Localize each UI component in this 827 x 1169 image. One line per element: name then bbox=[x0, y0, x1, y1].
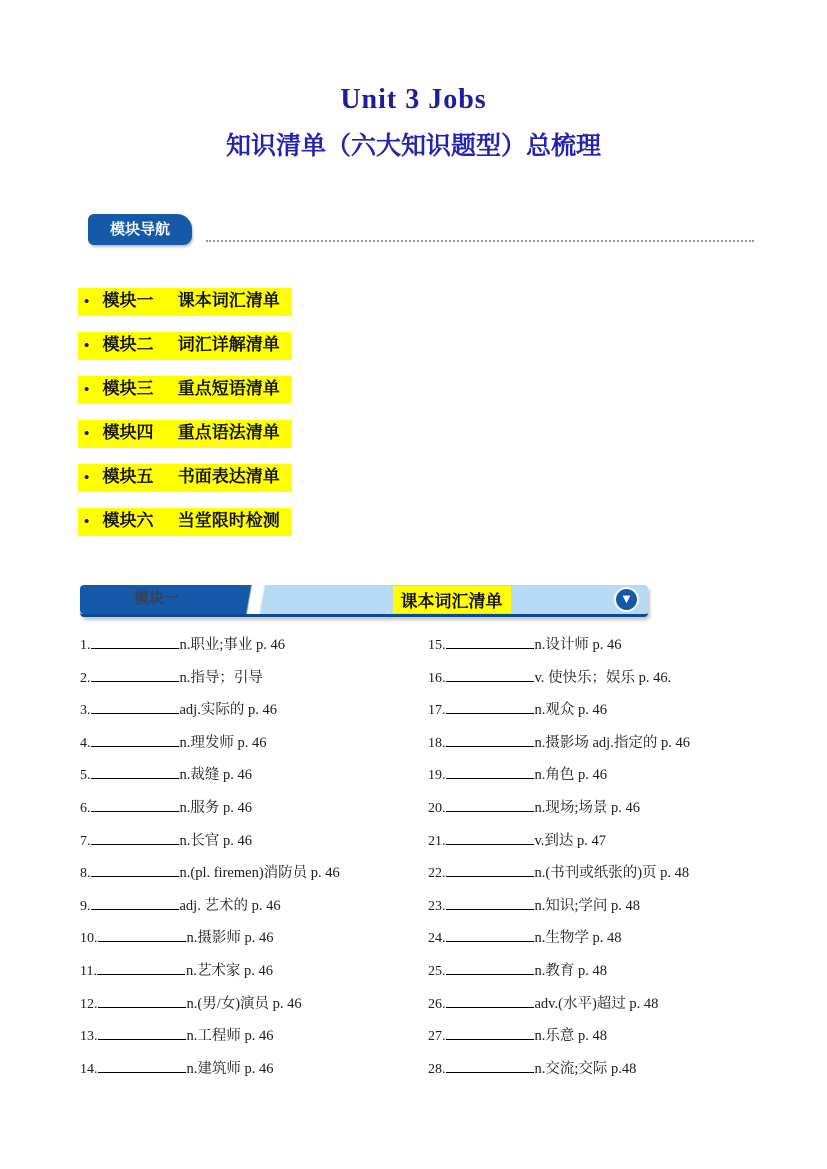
vocab-item bbox=[428, 759, 780, 792]
answer-blank bbox=[446, 764, 534, 780]
vocab-text: n.教育 p. 48 bbox=[534, 962, 607, 979]
vocab-number: 1. bbox=[80, 638, 91, 653]
answer-blank bbox=[91, 894, 179, 910]
chevron-down-circle-icon[interactable]: ▼ bbox=[616, 589, 637, 610]
bullet-icon: • bbox=[84, 382, 90, 398]
module-name: 模块二 bbox=[102, 335, 154, 354]
vocab-item bbox=[80, 857, 428, 890]
vocab-number: 6. bbox=[80, 800, 91, 816]
module-nav-list bbox=[78, 288, 292, 536]
vocab-number: 5. bbox=[80, 768, 91, 784]
vocab-number: 16. bbox=[428, 670, 446, 686]
module-nav-badge: 模块导航 bbox=[88, 214, 192, 245]
vocab-item bbox=[428, 955, 780, 988]
vocab-text: n.裁缝 p. 46 bbox=[179, 767, 252, 784]
module-nav-item bbox=[78, 464, 292, 492]
vocab-number: 13. bbox=[80, 1029, 98, 1045]
vocab-text: n.摄影场 adj.指定的 p. 46 bbox=[534, 734, 690, 751]
vocab-item bbox=[428, 825, 780, 858]
vocab-number: 21. bbox=[428, 833, 446, 849]
vocab-text: n.建筑师 p. 46 bbox=[186, 1060, 274, 1077]
vocab-text: v.到达 p. 47 bbox=[534, 832, 607, 849]
section-tab: 模块一 bbox=[80, 585, 295, 614]
vocab-text: v. 使快乐；娱乐 p. 46. bbox=[534, 669, 672, 686]
vocab-text: adj. 艺术的 p. 46 bbox=[179, 897, 281, 914]
page-subtitle: 知识清单（六大知识题型）总梳理 bbox=[225, 133, 601, 160]
bullet-icon: • bbox=[84, 514, 90, 530]
vocab-item bbox=[80, 629, 428, 662]
vocab-number: 27. bbox=[428, 1029, 446, 1045]
vocab-text: n.服务 p. 46 bbox=[179, 799, 252, 816]
vocab-text: n.观众 p. 46 bbox=[534, 702, 607, 719]
vocab-number: 9. bbox=[80, 898, 91, 914]
vocab-item bbox=[80, 922, 428, 955]
vocab-item bbox=[428, 890, 780, 923]
module-name: 模块一 bbox=[102, 291, 154, 310]
vocab-number: 11. bbox=[80, 963, 97, 979]
vocab-text: n.艺术家 p. 46 bbox=[185, 962, 273, 979]
vocab-column-right bbox=[428, 629, 780, 1085]
answer-blank bbox=[446, 894, 534, 910]
module-name: 模块五 bbox=[102, 467, 154, 486]
vocab-number: 4. bbox=[80, 735, 91, 751]
answer-blank bbox=[446, 862, 534, 878]
answer-blank bbox=[91, 731, 179, 747]
answer-blank bbox=[446, 666, 534, 682]
vocab-item bbox=[80, 955, 428, 988]
vocab-number: 10. bbox=[80, 931, 98, 947]
answer-blank bbox=[446, 927, 534, 943]
vocab-text: n.职业;事业 p. 46 bbox=[179, 637, 286, 653]
page-title: Unit 3 Jobs bbox=[340, 84, 487, 115]
vocab-item bbox=[80, 694, 428, 727]
module-desc: 词汇详解清单 bbox=[177, 335, 280, 354]
vocab-list bbox=[80, 629, 780, 1085]
vocab-text: n.摄影师 p. 46 bbox=[186, 930, 274, 947]
answer-blank bbox=[98, 1057, 186, 1073]
vocab-item bbox=[80, 662, 428, 695]
dashed-divider bbox=[206, 240, 754, 242]
answer-blank bbox=[98, 992, 186, 1008]
answer-blank bbox=[446, 731, 534, 747]
vocab-item bbox=[428, 727, 780, 760]
section-title-wrap bbox=[310, 585, 593, 614]
module-desc: 书面表达清单 bbox=[177, 467, 280, 486]
vocab-text: n.角色 p. 46 bbox=[534, 767, 607, 784]
vocab-item bbox=[428, 988, 780, 1021]
vocab-number: 20. bbox=[428, 800, 446, 816]
vocab-number: 3. bbox=[80, 703, 91, 719]
vocab-text: n.(书刊或纸张的)页 p. 48 bbox=[534, 865, 690, 882]
vocab-text: adv.(水平)超过 p. 48 bbox=[534, 995, 659, 1012]
vocab-number: 17. bbox=[428, 703, 446, 719]
vocab-column-left bbox=[80, 629, 428, 1085]
module-name: 模块三 bbox=[102, 379, 154, 398]
answer-blank bbox=[98, 1025, 186, 1041]
answer-blank bbox=[91, 796, 179, 812]
vocab-number: 12. bbox=[80, 996, 98, 1012]
module-nav-item bbox=[78, 332, 292, 360]
module-name: 模块六 bbox=[102, 511, 154, 530]
vocab-text: n.(pl. firemen)消防员 p. 46 bbox=[179, 865, 340, 882]
vocab-text: n.生物学 p. 48 bbox=[534, 930, 622, 947]
answer-blank bbox=[91, 666, 179, 682]
answer-blank bbox=[446, 796, 534, 812]
vocab-number: 18. bbox=[428, 735, 446, 751]
vocab-number: 19. bbox=[428, 768, 446, 784]
vocab-number: 15. bbox=[428, 638, 446, 653]
vocab-text: n.长官 p. 46 bbox=[179, 832, 252, 849]
bullet-icon: • bbox=[84, 294, 90, 310]
vocab-item bbox=[80, 759, 428, 792]
vocab-text: n.(男/女)演员 p. 46 bbox=[186, 995, 302, 1012]
module-name: 模块四 bbox=[102, 423, 154, 442]
vocab-number: 22. bbox=[428, 866, 446, 882]
answer-blank bbox=[91, 699, 179, 715]
vocab-text: n.理发师 p. 46 bbox=[179, 734, 267, 751]
vocab-item bbox=[428, 857, 780, 890]
module-nav-item bbox=[78, 376, 292, 404]
vocab-item bbox=[80, 792, 428, 825]
answer-blank bbox=[446, 1057, 534, 1073]
vocab-item bbox=[428, 1053, 780, 1086]
vocab-item bbox=[80, 890, 428, 923]
vocab-item bbox=[428, 922, 780, 955]
section-title: 课本词汇清单 bbox=[393, 586, 511, 613]
module-nav-item bbox=[78, 508, 292, 536]
answer-blank bbox=[98, 927, 186, 943]
vocab-text: n.现场;场景 p. 46 bbox=[534, 799, 641, 816]
answer-blank bbox=[446, 634, 534, 650]
vocab-number: 2. bbox=[80, 670, 91, 686]
bullet-icon: • bbox=[84, 470, 90, 486]
vocab-text: n.交流;交际 p.48 bbox=[534, 1060, 637, 1077]
vocab-number: 23. bbox=[428, 898, 446, 914]
module-desc: 课本词汇清单 bbox=[177, 291, 280, 310]
vocab-text: n.指导；引导 bbox=[179, 669, 263, 686]
vocab-text: n.乐意 p. 48 bbox=[534, 1028, 607, 1045]
answer-blank bbox=[446, 829, 534, 845]
bullet-icon: • bbox=[84, 426, 90, 442]
answer-blank bbox=[446, 699, 534, 715]
vocab-item bbox=[428, 629, 780, 662]
vocab-item bbox=[428, 694, 780, 727]
vocab-item bbox=[428, 662, 780, 695]
vocab-item bbox=[80, 988, 428, 1021]
answer-blank bbox=[97, 959, 185, 975]
vocab-text: n.设计师 p. 46 bbox=[534, 637, 622, 653]
vocab-item bbox=[428, 792, 780, 825]
module-desc: 重点语法清单 bbox=[177, 423, 280, 442]
section-header-bar bbox=[80, 585, 648, 617]
vocab-number: 25. bbox=[428, 963, 446, 979]
vocab-item bbox=[80, 1053, 428, 1086]
answer-blank bbox=[91, 829, 179, 845]
vocab-number: 7. bbox=[80, 833, 91, 849]
answer-blank bbox=[91, 634, 179, 650]
answer-blank bbox=[446, 959, 534, 975]
vocab-number: 14. bbox=[80, 1061, 98, 1077]
module-desc: 重点短语清单 bbox=[177, 379, 280, 398]
vocab-number: 24. bbox=[428, 931, 446, 947]
bullet-icon: • bbox=[84, 338, 90, 354]
vocab-item bbox=[80, 825, 428, 858]
module-desc: 当堂限时检测 bbox=[177, 511, 280, 530]
answer-blank bbox=[91, 764, 179, 780]
answer-blank bbox=[446, 992, 534, 1008]
vocab-item bbox=[80, 727, 428, 760]
vocab-item bbox=[80, 1020, 428, 1053]
answer-blank bbox=[91, 862, 179, 878]
vocab-item bbox=[428, 1020, 780, 1053]
vocab-number: 8. bbox=[80, 866, 91, 882]
vocab-number: 28. bbox=[428, 1061, 446, 1077]
answer-blank bbox=[446, 1025, 534, 1041]
vocab-number: 26. bbox=[428, 996, 446, 1012]
module-nav-item bbox=[78, 420, 292, 448]
vocab-text: adj.实际的 p. 46 bbox=[179, 702, 277, 719]
vocab-text: n.知识;学问 p. 48 bbox=[534, 897, 641, 914]
vocab-text: n.工程师 p. 46 bbox=[186, 1028, 274, 1045]
module-nav-item bbox=[78, 288, 292, 316]
